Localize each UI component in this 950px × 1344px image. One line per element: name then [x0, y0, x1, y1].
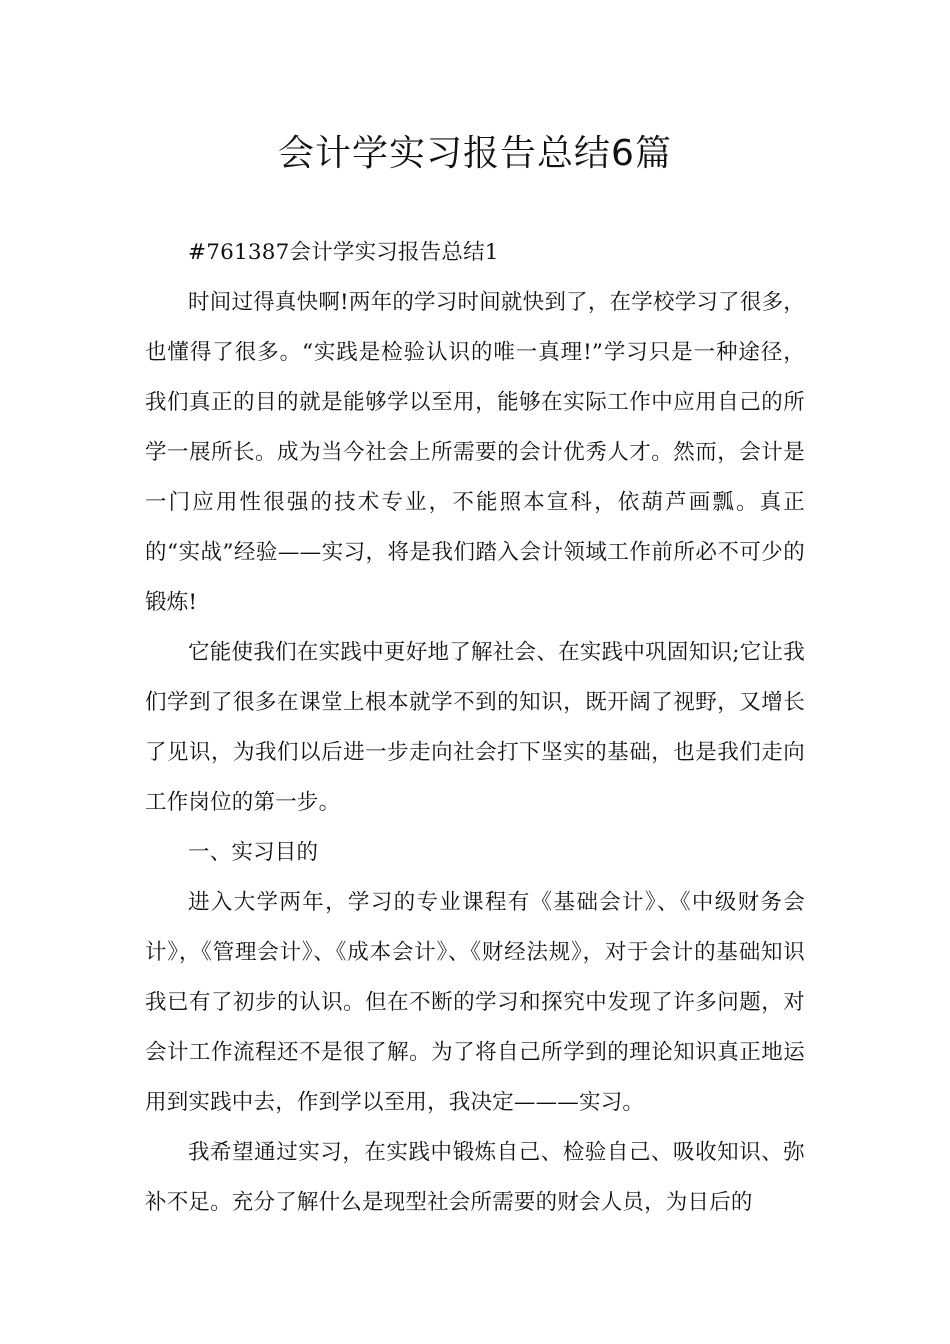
section-heading: #761387会计学实习报告总结1: [188, 240, 499, 265]
paragraph: 进入大学两年，学习的专业课程有《基础会计》、《中级财务会计》，《管理会计》、《成本会计》、《财经法规》，对于会计的基础知识我已有了初步的认识。但在不断的学习和探究中发现了许多问题，对会计工作流程还不是很了解。为了将自己所学到的理论知识真正地运用到实践中去，作到学以至用，我决定———实习。: [145, 890, 805, 1115]
document-body: [145, 228, 805, 1228]
paragraph: 它能使我们在实践中更好地了解社会、在实践中巩固知识;它让我们学到了很多在课堂上根本就学不到的知识，既开阔了视野，又增长了见识，为我们以后进一步走向社会打下坚实的基础，也是我们走向工作岗位的第一步。: [145, 640, 805, 815]
paragraph: 我希望通过实习，在实践中锻炼自己、检验自己、吸收知识、弥补不足。充分了解什么是现型社会所需要的财会人员，为日后的: [145, 1140, 805, 1215]
subsection-heading: 一、实习目的: [188, 840, 319, 865]
paragraph: 时间过得真快啊!两年的学习时间就快到了，在学校学习了很多，也懂得了很多。“实践是检验认识的唯一真理!”学习只是一种途径，我们真正的目的就是能够学以至用，能够在实际工作中应用自己的所学一展所长。成为当今社会上所需要的会计优秀人才。然而，会计是一门应用性很强的技术专业，不能照本宣科，依葫芦画瓢。真正的“实战”经验——实习，将是我们踏入会计领域工作前所必不可少的锻炼!: [145, 290, 805, 615]
document-title: 会计学实习报告总结6篇: [278, 133, 672, 174]
